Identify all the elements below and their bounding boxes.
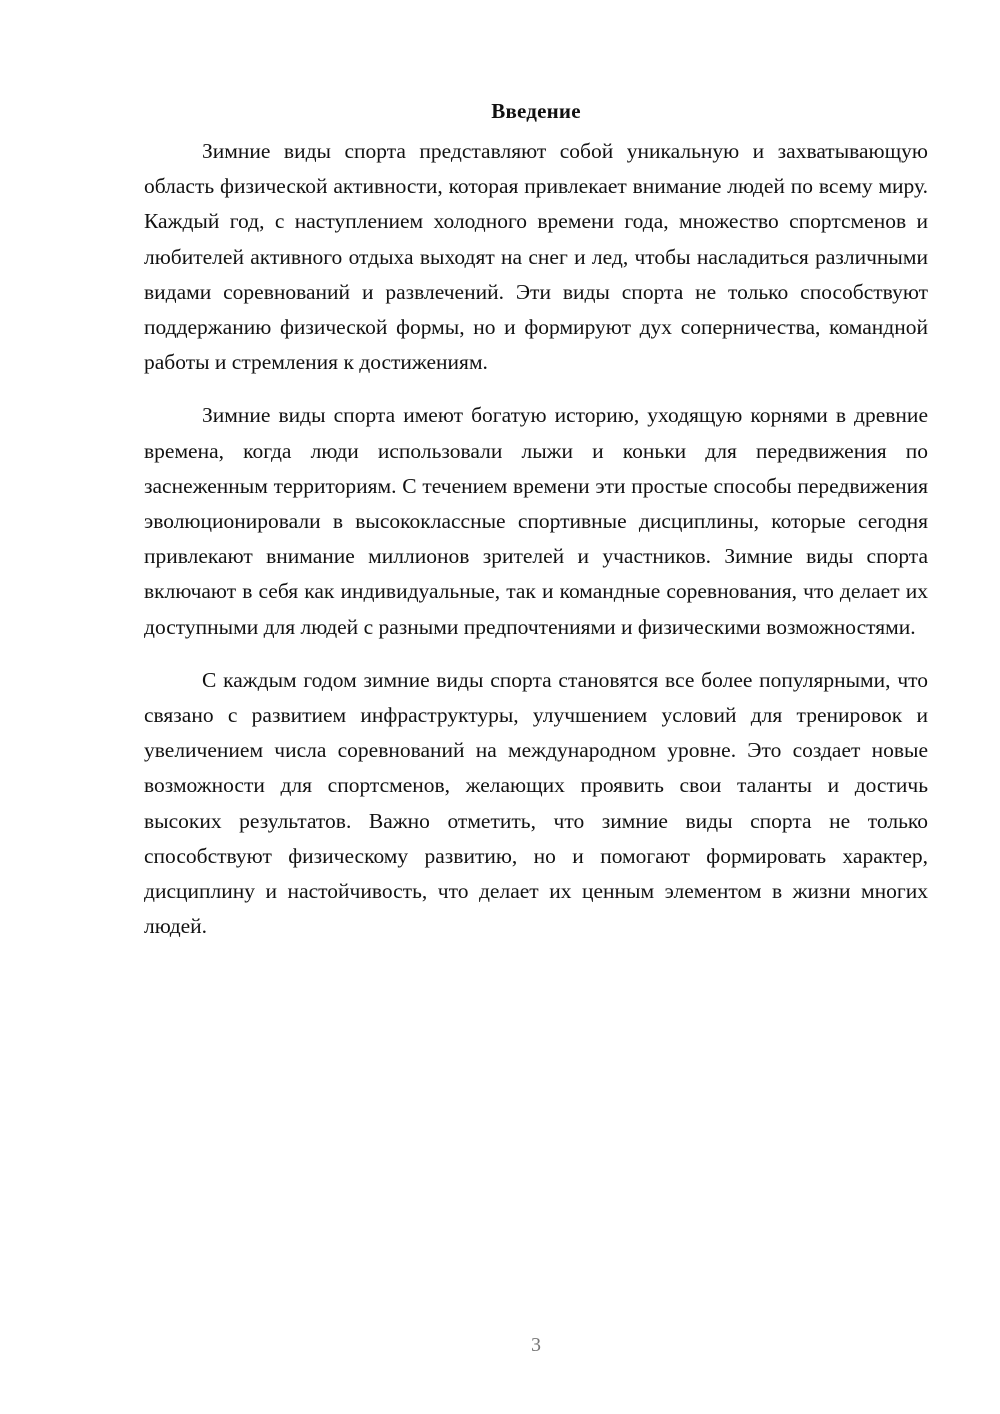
paragraph-3: С каждым годом зимние виды спорта становятся все более популярными, что связано с развитием инфраструктуры, улучшением условий для тренировок и увеличением числа соревнований на международном уровне. Это создает новые возможности для спортсменов, желающих проявить свои таланты и достичь высоких результатов. Важно отметить, что зимние виды спорта не только способствуют физическому развитию, но и помогают формировать характер, дисциплину и настойчивость, что делает их ценным элементом в жизни многих людей. bbox=[144, 667, 928, 939]
paragraph-1: Зимние виды спорта представляют собой уникальную и захватывающую область физической активности, которая привлекает внимание людей по всему миру. Каждый год, с наступлением холодного времени года, множество спортсменов и любителей активного отдыха выходят на снег и лед, чтобы насладиться различными видами соревнований и развлечений. Эти виды спорта не только способствуют поддержанию физической формы, но и формируют дух соперничества, командной работы и стремления к достижениям. bbox=[144, 139, 928, 375]
page-number: 3 bbox=[531, 1334, 541, 1356]
section-title: Введение bbox=[491, 99, 581, 123]
paragraph-2: Зимние виды спорта имеют богатую историю, уходящую корнями в древние времена, когда люди использовали лыжи и коньки для передвижения по заснеженным территориям. С течением времени эти простые способы передвижения эволюционировали в высококлассные спортивные дисциплины, которые сегодня привлекают внимание миллионов зрителей и участников. Зимние виды спорта включают в себя как индивидуальные, так и командные соревнования, что делает их доступными для людей с разными предпочтениями и физическими возможностями. bbox=[144, 403, 928, 639]
page-content bbox=[144, 96, 928, 962]
